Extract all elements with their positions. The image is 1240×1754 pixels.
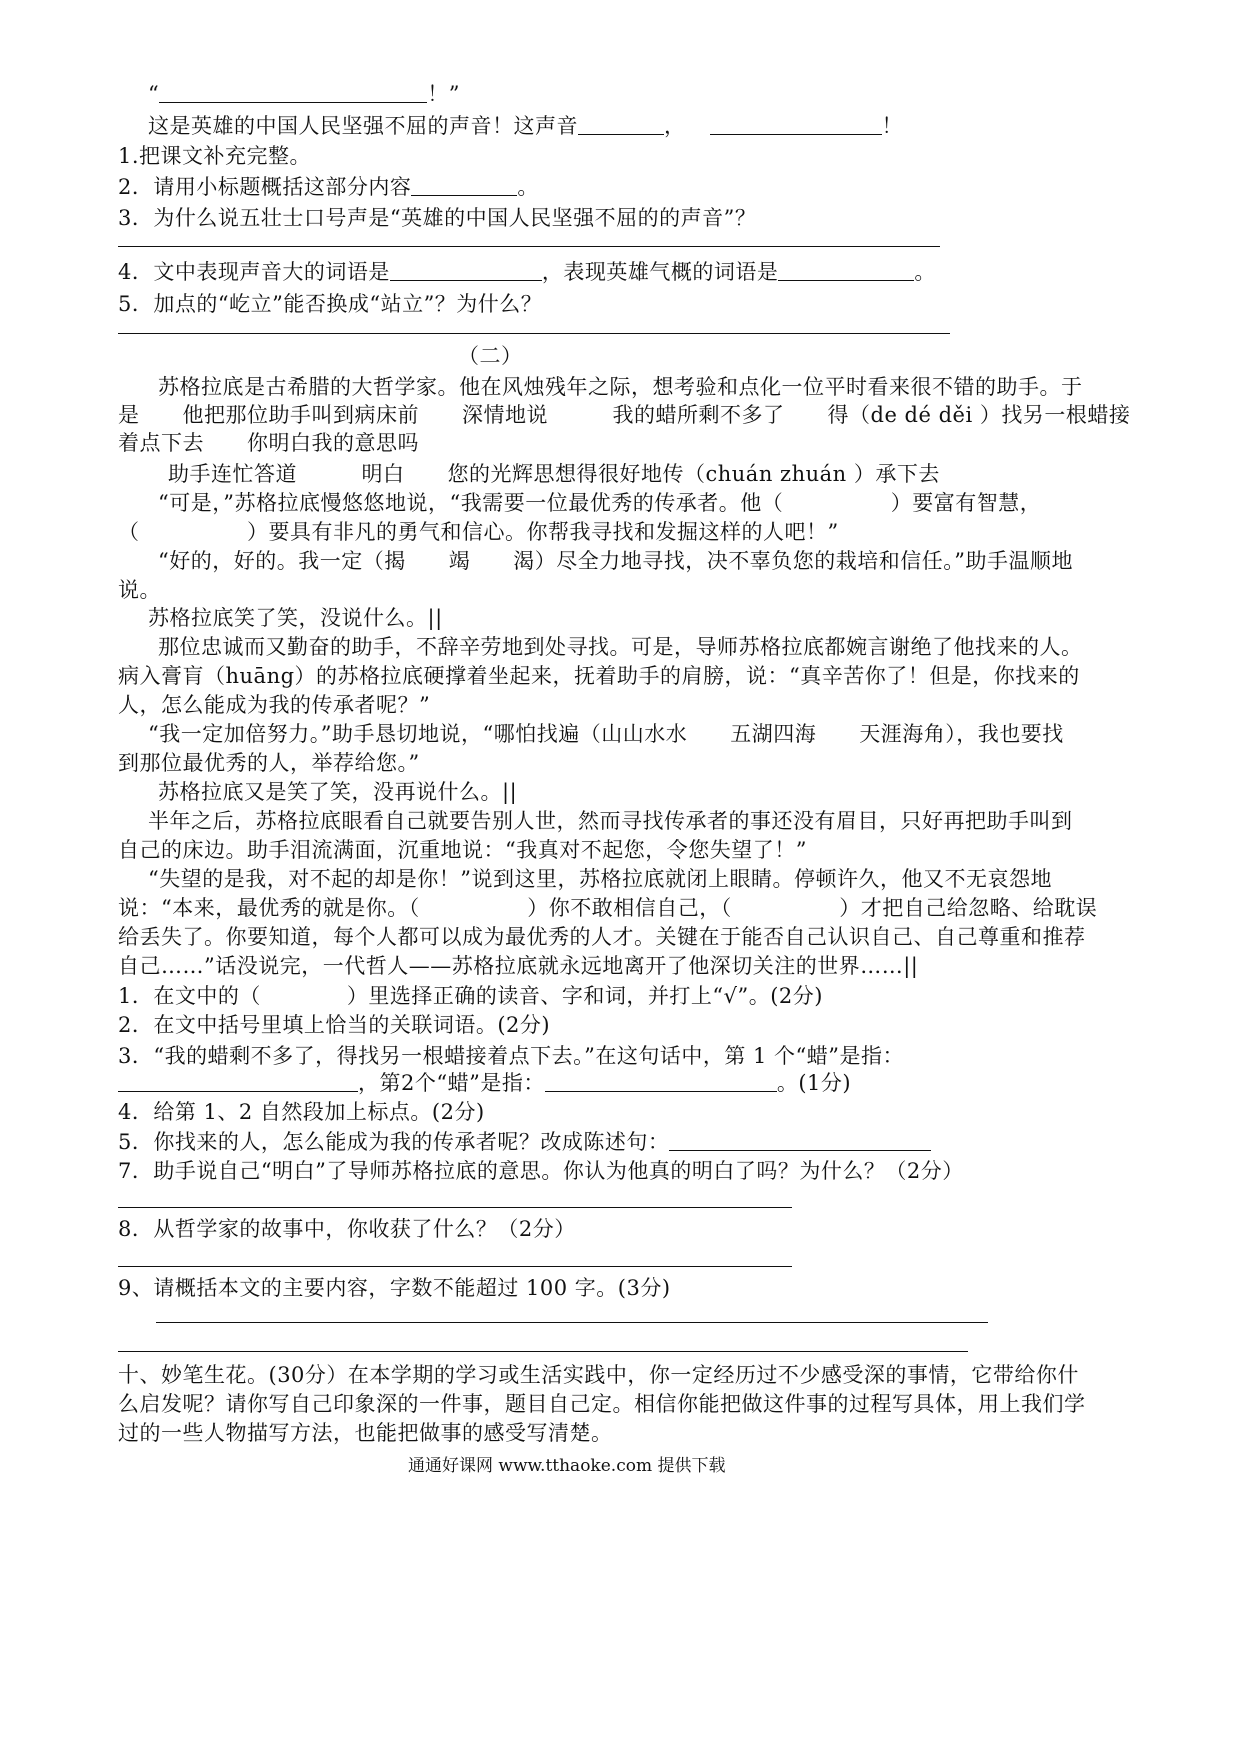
composition-line: 么启发呢？请你写自己印象深的一件事，题目自己定。相信你能把做这件事的过程写具体，用上我们学 [118,1392,1086,1416]
question-4: 4．给第 1、2 自然段加上标点。(2分) [118,1100,485,1124]
question-3-answers: ，第2个“蜡”是指： 。(1分) [118,1068,851,1098]
composition-line: 过的一些人物描写方法，也能把做事的感受写清楚。 [118,1421,613,1445]
question-1: 1.把课文补充完整。 [118,144,312,168]
passage-line: 自己……”话没说完，一代哲人——苏格拉底就永远地离开了他深切关注的世界……|| [118,954,919,978]
passage-line: 着点下去 你明白我的意思吗 [118,431,419,455]
fill-in-line: 这是英雄的中国人民坚强不屈的声音！这声音 ， ！ [148,114,903,138]
question-5: 5．加点的“屹立”能否换成“站立”？为什么？ [118,292,543,316]
fill-in-quote-line: “ ！” [148,82,460,106]
passage-line: 自己的床边。助手泪流满面，沉重地说：“我真对不起您，令您失望了！” [118,838,807,862]
question-2: 2．在文中括号里填上恰当的关联词语。(2分) [118,1013,551,1037]
question-9: 9、请概括本文的主要内容，字数不能超过 100 字。(3分) [118,1276,671,1300]
question-4: 4．文中表现声音大的词语是 ，表现英雄气概的词语是 。 [118,260,936,284]
question-7: 7．助手说自己“明白”了导师苏格拉底的意思。你认为他真的明白了吗？为什么？（2分） [118,1159,964,1183]
passage-line: 苏格拉底又是笑了笑，没再说什么。|| [158,780,518,804]
answer-line[interactable] [118,1351,968,1352]
page-footer: 通通好课网 www.tthaoke.com 提供下载 [408,1456,726,1476]
passage-line: 到那位最优秀的人，举荐给您。” [118,751,420,775]
passage-line: 病入膏肓（huāng）的苏格拉底硬撑着坐起来，抚着助手的肩膀，说：“真辛苦你了！但是，你找来的 [118,664,1080,688]
passage-line: 助手连忙答道 明白 您的光辉思想得很好地传（chuán zhuán ）承下去 [168,462,940,486]
passage-line: 人，怎么能成为我的传承者呢？” [118,693,431,717]
answer-line[interactable] [118,333,950,334]
answer-blank[interactable] [778,258,914,281]
passage-line: 给丢失了。你要知道，每个人都可以成为最优秀的人才。关键在于能否自己认识自己、自己尊重和推荐 [118,925,1086,949]
passage-line: 那位忠诚而又勤奋的助手，不辞辛劳地到处寻找。可是，导师苏格拉底都婉言谢绝了他找来的人。 [158,635,1083,659]
question-1: 1．在文中的（ ）里选择正确的读音、字和词，并打上“√”。(2分) [118,984,823,1008]
answer-line[interactable] [118,246,940,247]
answer-line[interactable] [156,1322,988,1323]
passage-line: “失望的是我，对不起的却是你！”说到这里，苏格拉底就闭上眼睛。停顿许久，他又不无哀怨地 [148,867,1052,891]
passage-line: 是 他把那位助手叫到病床前 深情地说 我的蜡所剩不多了 得（de dé děi ）找另一根蜡接 [118,403,1131,427]
answer-blank[interactable] [669,1128,931,1151]
answer-blank[interactable] [118,1069,358,1092]
question-5: 5．你找来的人，怎么能成为我的传承者呢？改成陈述句： [118,1127,931,1157]
section-title: （二） [458,344,523,368]
composition-line: 十、妙笔生花。(30分）在本学期的学习或生活实践中，你一定经历过不少感受深的事情，它带给你什 [118,1363,1079,1387]
passage-line: “好的，好的。我一定（揭 竭 渴）尽全力地寻找，决不辜负您的栽培和信任。”助手温顺地 [158,549,1073,573]
answer-blank[interactable] [545,1069,777,1092]
passage-line: 苏格拉底笑了笑，没说什么。|| [148,606,443,630]
question-3: 3．“我的蜡剩不多了，得找另一根蜡接着点下去。”在这句话中，第 1 个“蜡”是指： [118,1044,905,1068]
passage-line: “可是，”苏格拉底慢悠悠地说，“我需要一位最优秀的传承者。他（ ）要富有智慧， [158,491,1042,515]
passage-line: 半年之后，苏格拉底眼看自己就要告别人世，然而寻找传承者的事还没有眉目，只好再把助手叫到 [148,809,1073,833]
answer-line[interactable] [118,1266,792,1267]
question-3: 3．为什么说五壮士口号声是“英雄的中国人民坚强不屈的的声音”？ [118,206,757,230]
passage-line: 苏格拉底是古希腊的大哲学家。他在风烛残年之际，想考验和点化一位平时看来很不错的助手。于 [158,375,1083,399]
passage-line: “我一定加倍努力。”助手恳切地说，“哪怕找遍（山山水水 五湖四海 天涯海角），我也要找 [148,722,1064,746]
passage-line: 说：“本来，最优秀的就是你。（ ）你不敢相信自己，（ ）才把自己给忽略、给耽误 [118,896,1098,920]
answer-blank[interactable] [710,112,882,135]
answer-blank[interactable] [159,80,427,103]
passage-line: 说。 [118,578,161,602]
answer-blank[interactable] [578,112,664,135]
answer-line[interactable] [118,1207,792,1208]
passage-line: （ ）要具有非凡的勇气和信心。你帮我寻找和发掘这样的人吧！” [118,520,839,544]
answer-blank[interactable] [390,258,542,281]
question-8: 8．从哲学家的故事中，你收获了什么？（2分） [118,1217,576,1241]
question-2: 2．请用小标题概括这部分内容 。 [118,175,539,199]
answer-blank[interactable] [411,173,517,196]
